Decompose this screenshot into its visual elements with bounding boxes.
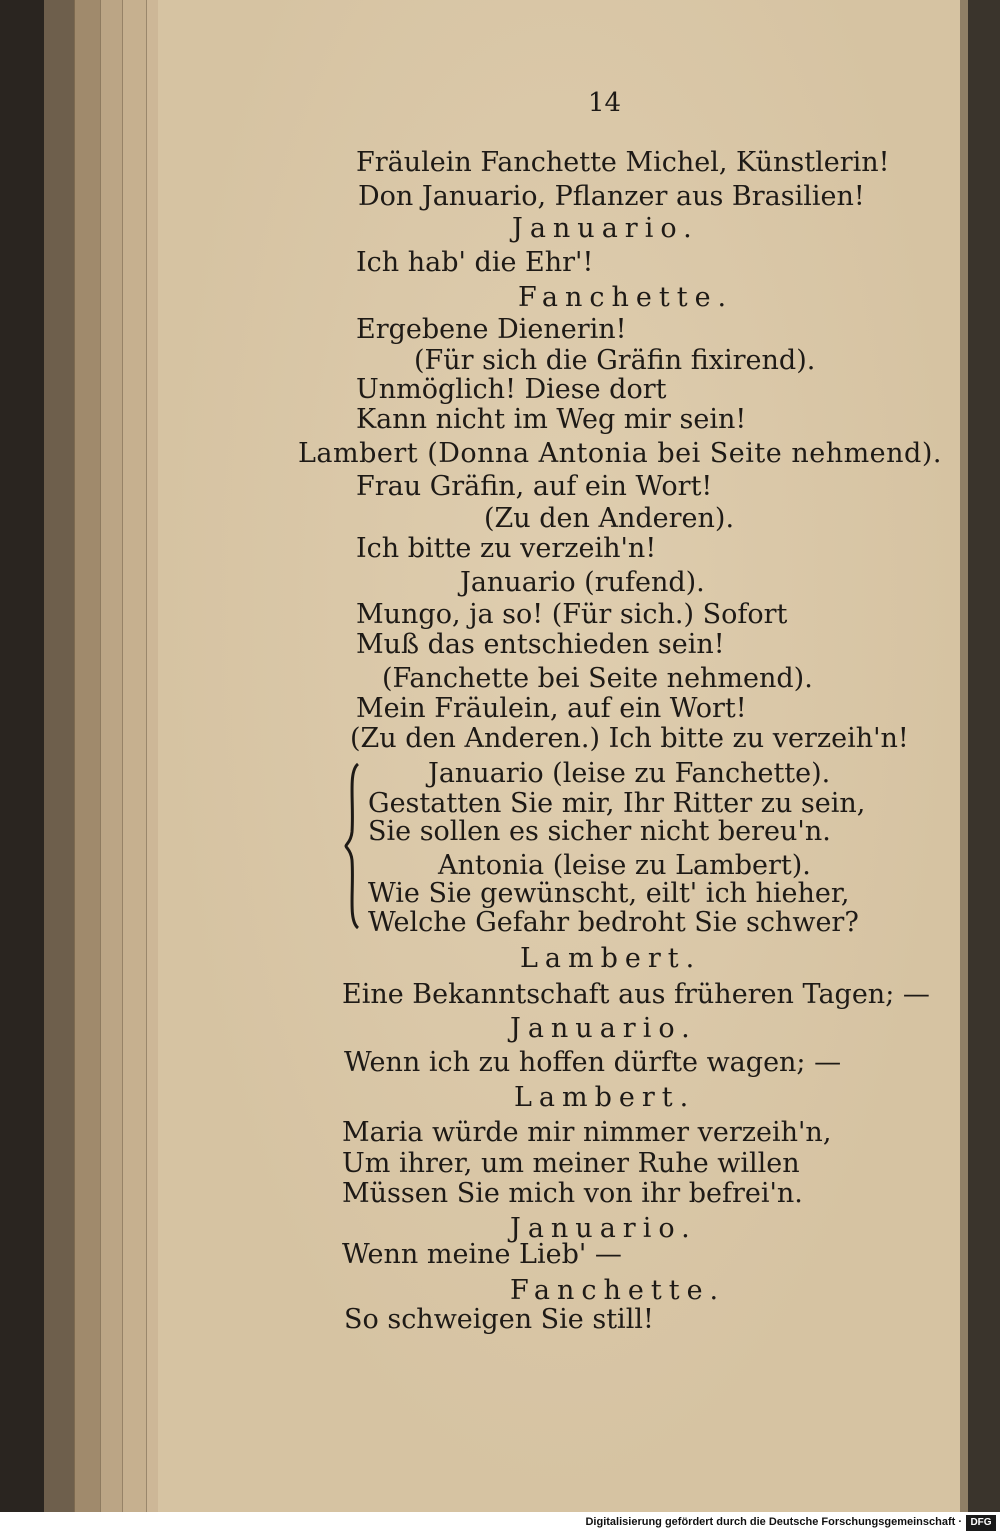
verse-line: Eine Bekanntschaft aus früheren Tagen; — — [342, 979, 930, 1010]
verse-line: So schweigen Sie still! — [344, 1304, 654, 1335]
verse-line: Sie sollen es sicher nicht bereu'n. — [368, 816, 831, 847]
speaker-name: Januario. — [512, 213, 699, 244]
page-edge — [146, 0, 158, 1512]
verse-line: (Zu den Anderen.) Ich bitte zu verzeih'n! — [350, 723, 909, 754]
verse-line: Ich bitte zu verzeih'n! — [356, 533, 657, 564]
dfg-logo: DFG — [966, 1515, 996, 1531]
page-edge — [44, 0, 74, 1512]
page-edge — [100, 0, 122, 1512]
verse-line: Wenn ich zu hoffen dürfte wagen; — — [344, 1047, 842, 1078]
verse-line: Unmöglich! Diese dort — [356, 374, 667, 405]
verse-line: Wenn meine Lieb' — — [342, 1239, 622, 1270]
verse-line: Kann nicht im Weg mir sein! — [356, 404, 747, 435]
speaker-name: Lambert. — [514, 1082, 696, 1113]
speaker-name: Januario (leise zu Fanchette). — [428, 758, 831, 789]
page-edge — [122, 0, 146, 1512]
speaker-name: Januario. — [510, 1213, 697, 1244]
page-number: 14 — [588, 88, 622, 118]
speaker-name: Antonia (leise zu Lambert). — [438, 850, 811, 881]
stage-direction: (Zu den Anderen). — [484, 503, 735, 534]
verse-line: Don Januario, Pflanzer aus Brasilien! — [358, 181, 865, 212]
speaker-name: Fanchette. — [518, 282, 734, 313]
verse-line: Ergebene Dienerin! — [356, 314, 627, 345]
page-edge — [74, 0, 100, 1512]
stage-direction: (Für sich die Gräfin fixirend). — [414, 345, 816, 376]
speaker-name: Januario (rufend). — [460, 567, 705, 598]
speaker-name: Januario. — [510, 1013, 697, 1044]
stage-direction: (Fanchette bei Seite nehmend). — [382, 663, 813, 694]
ensemble-brace — [344, 762, 360, 930]
verse-line: Ich hab' die Ehr'! — [356, 247, 594, 278]
verse-line: Frau Gräfin, auf ein Wort! — [356, 471, 713, 502]
verse-line: Welche Gefahr bedroht Sie schwer? — [368, 907, 859, 938]
speaker-name: Fanchette. — [510, 1275, 726, 1306]
verse-line: Wie Sie gewünscht, eilt' ich hieher, — [368, 878, 850, 909]
verse-line: Muß das entschieden sein! — [356, 629, 725, 660]
verse-line: Gestatten Sie mir, Ihr Ritter zu sein, — [368, 788, 866, 819]
verse-line: Mungo, ja so! (Für sich.) Sofort — [356, 599, 788, 630]
speaker-name: Lambert (Donna Antonia bei Seite nehmend). — [298, 438, 942, 469]
binding-edge — [960, 0, 1000, 1512]
footer-bar — [0, 1512, 1000, 1536]
verse-line: Mein Fräulein, auf ein Wort! — [356, 693, 747, 724]
verse-line: Müssen Sie mich von ihr befrei'n. — [342, 1178, 803, 1209]
verse-line: Fräulein Fanchette Michel, Künstlerin! — [356, 147, 890, 178]
speaker-name: Lambert. — [520, 943, 702, 974]
verse-line: Um ihrer, um meiner Ruhe willen — [342, 1148, 800, 1179]
funding-credit: Digitalisierung gefördert durch die Deutsche Forschungsgemeinschaft · — [585, 1516, 962, 1528]
verse-line: Maria würde mir nimmer verzeih'n, — [342, 1117, 832, 1148]
